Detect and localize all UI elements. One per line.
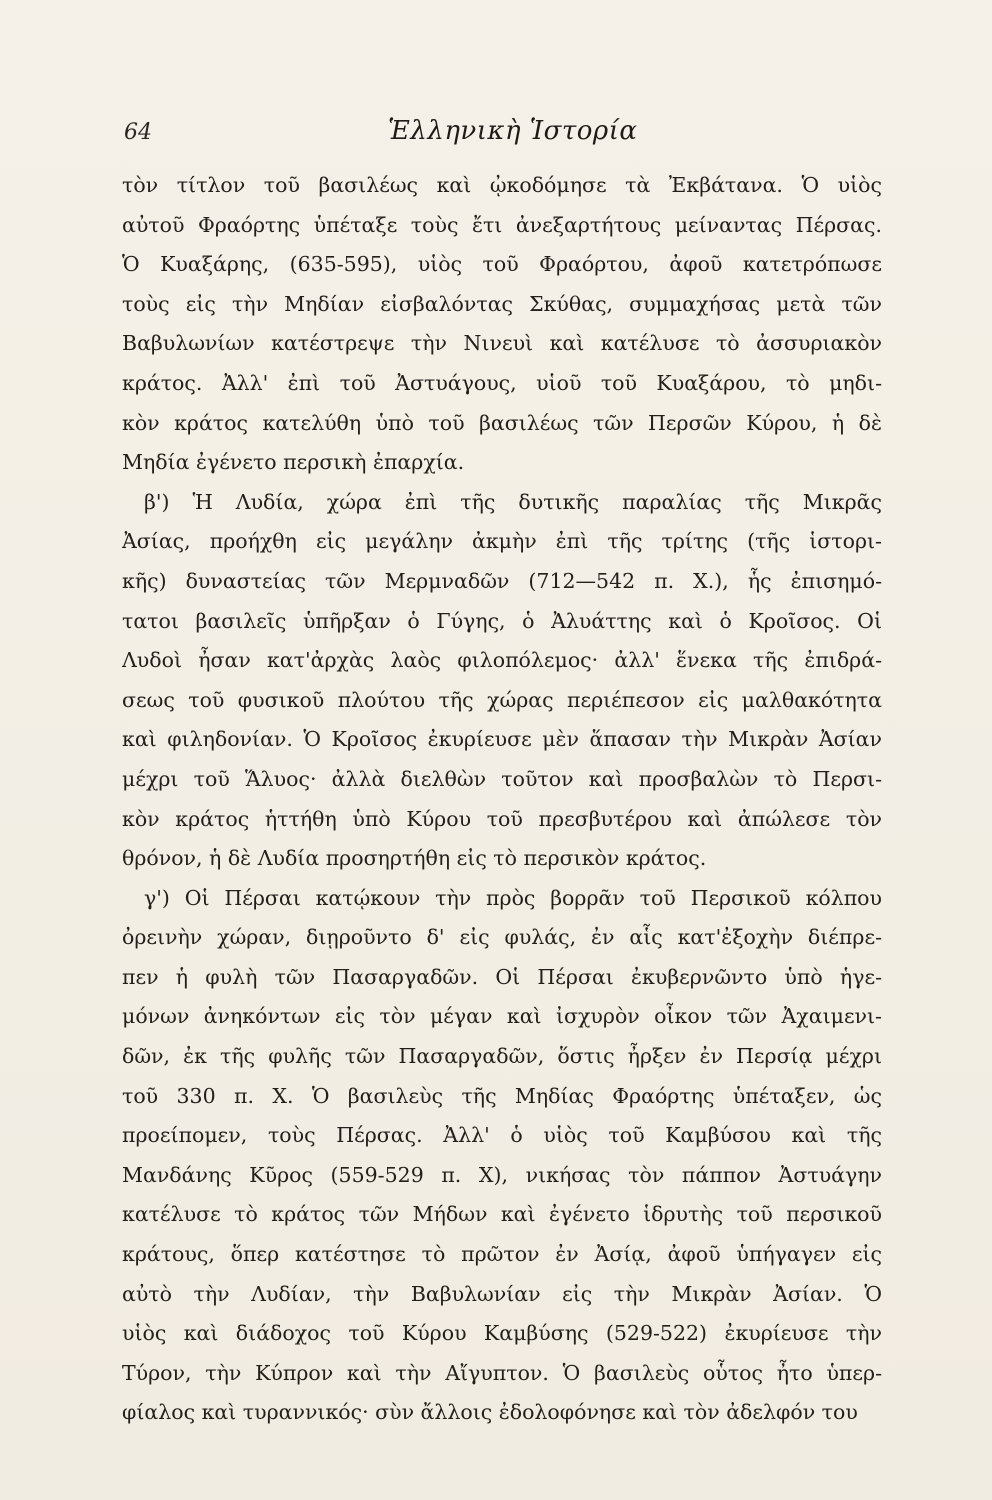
text-line-5: Βαβυλωνίων κατέστρεψε τὴν Νινευὶ καὶ κατέλυσε τὸ ἀσσυριακὸν	[122, 331, 882, 356]
text-line-8: Μηδία ἐγένετο περσικὴ ἐπαρχία.	[122, 450, 465, 475]
text-line-6: κράτος. Ἀλλ' ἐπὶ τοῦ Ἀστυάγους, υἱοῦ τοῦ Κυαξάρου, τὸ μηδι-	[122, 370, 882, 395]
text-line-26: Μανδάνης Κῦρος (559-529 π. Χ), νικήσας τὸν πάππον Ἀστυάγην	[122, 1162, 882, 1187]
text-line-10: Ἀσίας, προήχθη εἰς μεγάλην ἀκμὴν ἐπὶ τῆς τρίτης (τῆς ἱστορι-	[122, 529, 882, 554]
text-line-20: ὀρεινὴν χώραν, διῃροῦντο δ' εἰς φυλάς, ἐν αἷς κατ'ἐξοχὴν διέπρε-	[122, 925, 882, 950]
text-line-11: κῆς) δυναστείας τῶν Μερμναδῶν (712—542 π. Χ.), ἧς ἐπισημό-	[122, 568, 882, 593]
page-number: 64	[124, 120, 152, 145]
text-line-12: τατοι βασιλεῖς ὑπῆρξαν ὁ Γύγης, ὁ Ἀλυάττης καὶ ὁ Κροῖσος. Οἱ	[122, 608, 882, 633]
text-line-24: τοῦ 330 π. Χ. Ὁ βασιλεὺς τῆς Μηδίας Φραόρτης ὑπέταξεν, ὡς	[122, 1083, 882, 1108]
text-line-27: κατέλυσε τὸ κράτος τῶν Μήδων καὶ ἐγένετο ἱδρυτὴς τοῦ περσικοῦ	[122, 1202, 882, 1227]
text-line-2: αὐτοῦ Φραόρτης ὑπέταξε τοὺς ἔτι ἀνεξαρτήτους μείναντας Πέρσας.	[122, 212, 882, 237]
text-line-13: Λυδοὶ ἦσαν κατ'ἀρχὰς λαὸς φιλοπόλεμος· ἀλλ' ἕνεκα τῆς ἐπιδρά-	[122, 648, 882, 673]
text-line-28: κράτους, ὅπερ κατέστησε τὸ πρῶτον ἐν Ἀσίᾳ, ἀφοῦ ὑπήγαγεν εἰς	[122, 1242, 882, 1267]
text-line-7: κὸν κράτος κατελύθη ὑπὸ τοῦ βασιλέως τῶν Περσῶν Κύρου, ἡ δὲ	[122, 410, 882, 435]
text-line-22: μόνων ἀνηκόντων εἰς τὸν μέγαν καὶ ἰσχυρὸν οἶκον τῶν Ἀχαιμενι-	[122, 1004, 882, 1029]
text-line-30: υἱὸς καὶ διάδοχος τοῦ Κύρου Καμβύσης (529-522) ἐκυρίευσε τὴν	[122, 1321, 882, 1346]
text-line-3: Ὁ Κυαξάρης, (635-595), υἱὸς τοῦ Φραόρτου, ἀφοῦ κατετρόπωσε	[122, 252, 882, 277]
body-text	[122, 166, 882, 1433]
text-line-4: τοὺς εἰς τὴν Μηδίαν εἰσβαλόντας Σκύθας, συμμαχήσας μετὰ τῶν	[122, 291, 882, 316]
text-line-25: προείπομεν, τοὺς Πέρσας. Ἀλλ' ὁ υἱὸς τοῦ Καμβύσου καὶ τῆς	[122, 1123, 882, 1148]
text-line-32: φίαλος καὶ τυραννικός· σὺν ἄλλοις ἐδολοφόνησε καὶ τὸν ἀδελφόν του	[122, 1400, 858, 1425]
text-line-14: σεως τοῦ φυσικοῦ πλούτου τῆς χώρας περιέπεσον εἰς μαλθακότητα	[122, 687, 882, 712]
text-line-18: θρόνον, ἡ δὲ Λυδία προσηρτήθη εἰς τὸ περσικὸν κράτος.	[122, 846, 707, 871]
text-line-16: μέχρι τοῦ Ἅλυος· ἀλλὰ διελθὼν τοῦτον καὶ προσβαλὼν τὸ Περσι-	[122, 766, 882, 791]
text-line-21: πεν ἡ φυλὴ τῶν Πασαργαδῶν. Οἱ Πέρσαι ἐκυβερνῶντο ὑπὸ ἡγε-	[122, 964, 882, 989]
text-line-23: δῶν, ἐκ τῆς φυλῆς τῶν Πασαργαδῶν, ὅστις ἦρξεν ἐν Περσίᾳ μέχρι	[122, 1044, 882, 1069]
text-line-29: αὐτὸ τὴν Λυδίαν, τὴν Βαβυλωνίαν εἰς τὴν Μικρὰν Ἀσίαν. Ὁ	[122, 1281, 882, 1306]
text-line-31: Τύρον, τὴν Κύπρον καὶ τὴν Αἴγυπτον. Ὁ βασιλεὺς οὗτος ἦτο ὑπερ-	[122, 1360, 882, 1385]
text-line-1: τὸν τίτλον τοῦ βασιλέως καὶ ᾠκοδόμησε τὰ Ἐκβάτανα. Ὁ υἱὸς	[122, 173, 882, 197]
text-line-19: γ') Οἱ Πέρσαι κατῴκουν τὴν πρὸς βορρᾶν τοῦ Περσικοῦ κόλπου	[144, 885, 882, 910]
running-title: Ἑλληνικὴ Ἱστορία	[388, 116, 638, 146]
page-header	[120, 112, 880, 152]
text-line-9: β') Ἡ Λυδία, χώρα ἐπὶ τῆς δυτικῆς παραλίας τῆς Μικρᾶς	[144, 489, 882, 514]
text-line-17: κὸν κράτος ἡττήθη ὑπὸ Κύρου τοῦ πρεσβυτέρου καὶ ἀπώλεσε τὸν	[122, 806, 882, 831]
text-line-15: καὶ φιληδονίαν. Ὁ Κροῖσος ἐκυρίευσε μὲν ἅπασαν τὴν Μικρὰν Ἀσίαν	[122, 727, 882, 752]
